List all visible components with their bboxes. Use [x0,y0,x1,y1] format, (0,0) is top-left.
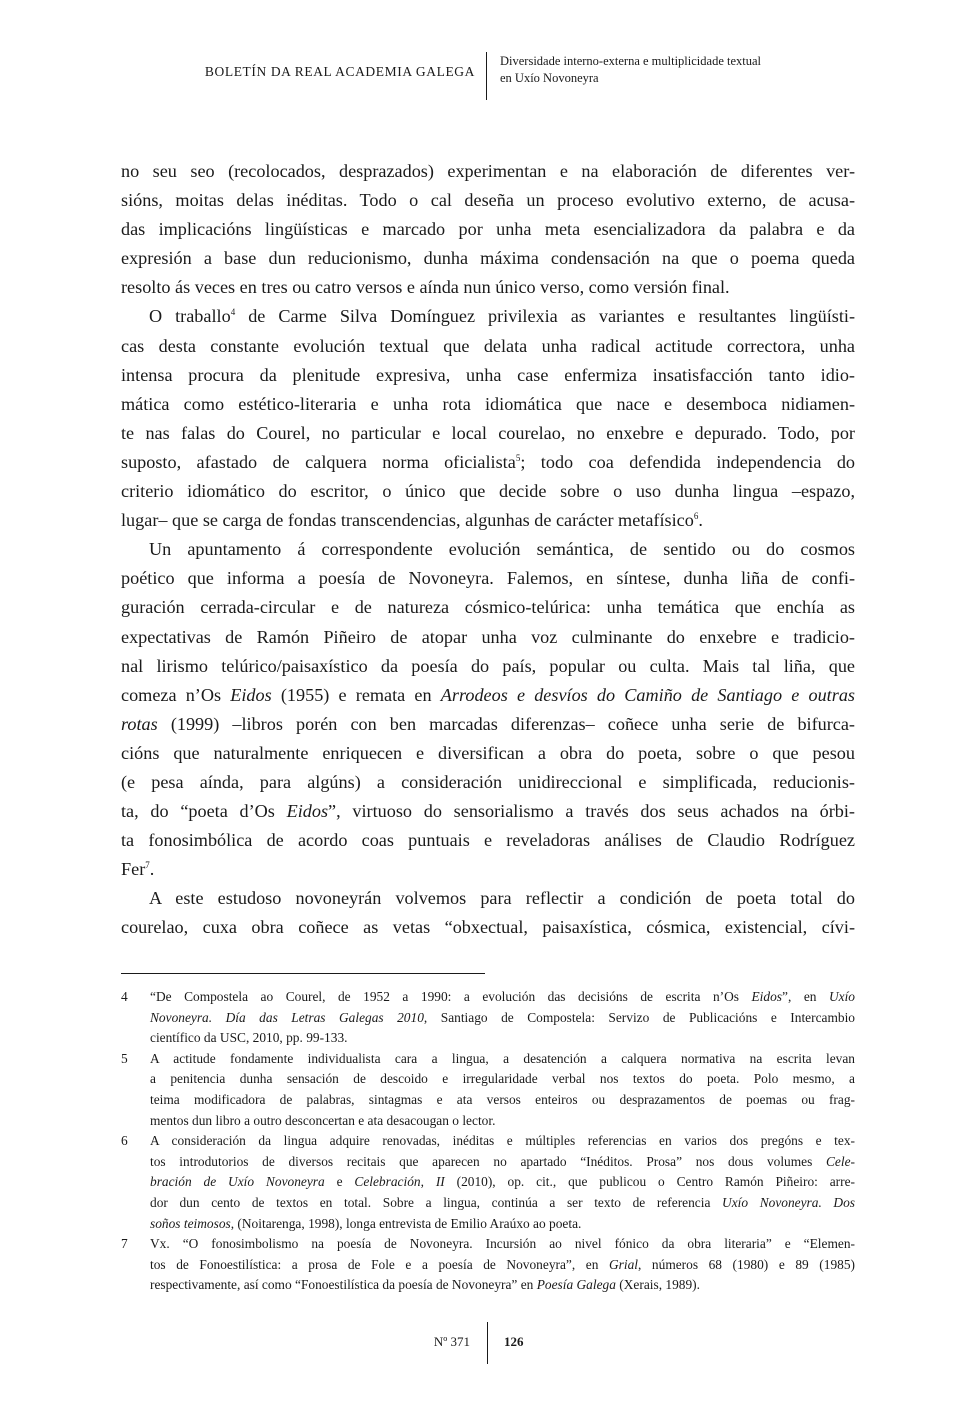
text-line: ta fonosimbólica de acordo coas puntuais e reveladoras análises de Claudio Rodríguez [121,830,855,851]
footnote-number: 7 [121,1236,128,1252]
text-line [121,448,855,477]
text-line: sións, moitas delas inéditas. Todo o cal deseña un proceso evolutivo externo, de acusa- [121,190,855,211]
footnote-line: científico da USC, 2010, pp. 99-133. [150,1030,348,1046]
text-line: poético que informa a poesía de Novoneyra. Falemos, en síntese, dunha liña de confi- [121,568,855,589]
text-span: , Santiago de Compostela: Servizo de Publicacións e Intercambio [423,1009,855,1025]
text-line: expresión a base dun reducionismo, dunha máxima condensación na que o poema queda [121,248,855,269]
text-span: , (Noitarenga, 1998), longa entrevista de Emilio Araúxo ao poeta. [230,1215,582,1231]
text-span: . [698,510,703,531]
footnote-separator [121,973,485,974]
text-span: O traballo [149,306,231,327]
text-span: , números 68 (1980) e 89 (1985) [638,1256,855,1272]
text-line [121,710,855,739]
footnote-line: Vx. “O fonosimbolismo na poesía de Novoneyra. Incursión ao nivel fónico da obra literaria” e “Elemen- [150,1236,855,1252]
text-line: no seu seo (recolocados, desprazados) experimentan e na elaboración de diferentes ver- [121,161,855,181]
book-title: bración de Uxío Novoneyra [150,1174,325,1190]
text-line [121,797,855,826]
paragraph [121,535,855,884]
footnote-5 [121,1049,855,1131]
text-span: (Xerais, 1989). [615,1277,700,1293]
footnote-number: 4 [121,989,128,1004]
footnote-line [150,1172,855,1193]
article-title-line-2: en Uxío Novoneyra [500,71,599,85]
footnote-line [150,1275,855,1296]
footnotes [121,987,855,1296]
footnote-line: a penitencia dunha sensación de descoido e irregularidade verbal nos textos do poeta. Polo mesmo, a [150,1071,855,1087]
paragraph [121,157,855,302]
page-footer [0,1322,975,1364]
text-span: (1955) e remata en [271,684,441,705]
book-title: Eidos [751,989,783,1004]
text-line: das implicacións lingüísticas e marcado por unha meta esencializadora da palabra e da [121,219,855,240]
footnote-line [150,987,855,1008]
page-number: 126 [504,1334,524,1349]
text-line: guración cerrada-circular e de natureza cósmico-telúrica: unha temática que enchía as [121,597,855,618]
text-line [121,506,855,535]
text-span: (1999) –libros porén con ben marcadas diferenzas– coñece unha serie de bifurca- [157,713,855,734]
text-span: de Carme Silva Domínguez privilexia as variantes e resultantes lingüísti- [248,306,856,327]
footnote-ref-4[interactable]: 4 [230,307,236,318]
text-line [121,302,855,331]
text-span: Fer [121,859,146,880]
text-line: resolto ás veces en tres ou catro versos e aínda nun único verso, como versión final. [121,277,730,298]
footnote-ref-5[interactable]: 5 [515,452,521,463]
text-line: cións que naturalmente enriquecen e diversifican a obra do poeta, sobre o que pesou [121,742,855,763]
body-text [121,157,855,943]
journal-title: BOLETÍN DA REAL ACADEMIA GALEGA [204,64,475,79]
issue-number: Nº 371 [433,1334,470,1349]
text-span: e [324,1174,355,1190]
text-span: ta, do “poeta d’Os [121,801,287,822]
footnote-line [150,1193,855,1214]
text-span: , [420,1174,436,1190]
book-title: Celebración [354,1174,421,1190]
footnote-line [150,1255,855,1276]
text-span: (2010), op. cit., que publicou o Centro Ramón Piñeiro: arre- [444,1174,855,1190]
book-title: Uxío Novoneyra. Dos [722,1194,856,1210]
text-line: nal lirismo telúrico/paisaxístico da poesía do país, popular ou culta. Mais tal liña, que [121,655,855,676]
footnote-4 [121,987,855,1049]
footnote-number: 6 [121,1133,128,1149]
book-title: Eidos [286,801,329,822]
footnote-7 [121,1234,855,1296]
footnote-number: 5 [121,1050,128,1066]
book-title: Arrodeos e desvíos do Camiño de Santiago e outras [440,684,855,705]
text-span: respectivamente, así como “Fonoestilística da poesía de Novoneyra” en [150,1277,537,1293]
footnote-6 [121,1131,855,1234]
footnote-line: mentos dun libro a outro desconcertan e ata desacougan o lector. [150,1112,496,1128]
text-span: lugar– que se carga de fondas transcendencias, algunhas de carácter metafísico [121,510,694,531]
text-line: intensa procura da plenitude expresiva, unha case enfermiza insatisfacción tanto idio- [121,364,855,385]
text-line: expectativas de Ramón Piñeiro de atopar unha voz culminante do enxebre e tradicio- [121,626,855,647]
text-span: . [149,859,155,880]
article-title-line-1: Diversidade interno-externa e multiplicidade textual [500,54,762,68]
footer-divider [487,1322,488,1364]
book-title: Grial [608,1256,639,1272]
text-line [121,855,855,884]
footnote-line: A actitude fondamente individualista cara a lingua, a desatención a calquera normativa na escrita levan [150,1050,855,1066]
text-line: courelao, cuxa obra coñece as vetas “obxectual, paisaxística, cósmica, existencial, cívi- [121,917,855,938]
book-title: soños teimosos [150,1215,231,1231]
paragraph [121,302,855,535]
footnote-line: A consideración da lingua adquire renovadas, inéditas e múltiples referencias en varios dos pregóns e tex- [150,1133,855,1149]
text-span: “De Compostela ao Courel, de 1952 a 1990: a evolución das decisións de escrita n’Os [150,989,752,1004]
text-line: te nas falas do Courel, no particular e local courelao, no enxebre e depurado. Todo, por [121,422,855,443]
text-line: criterio idiomático do escritor, o único que decide sobre o uso dunha lingua –espazo, [121,481,855,502]
text-line: Un apuntamento á correspondente evolución semántica, de sentido ou do cosmos [149,539,855,560]
footnote-line: teima modificadora de palabras, sintagmas e ata versos enteiros ou desprazamentos de poemas ou frag- [150,1091,855,1107]
text-span: comeza n’Os [121,684,231,705]
text-span: ”, en [782,989,829,1004]
text-span: suposto, afastado de calquera norma oficialista [121,451,516,472]
book-title: Novoneyra. Día das Letras Galegas 2010 [150,1009,424,1025]
text-line: (e pesa aínda, para algúns) a consideración unidireccional e simplificada, reducionis- [121,771,855,792]
text-line [121,681,855,710]
text-line: mática como estético-literaria e unha rota idiomática que nace e desemboca nidiamen- [121,393,855,414]
footnote-ref-7[interactable]: 7 [145,860,150,871]
book-title: Uxío [828,989,855,1004]
text-line: A este estudoso novoneyrán volvemos para reflectir a condición de poeta total do [149,888,855,909]
text-line: cas desta constante evolución textual que delata unha radical actitude correctora, unha [121,335,855,356]
text-span: tos introdutorios de diversos recitais que aparecen no apartado “Inéditos. Prosa” nos dous volumes [150,1153,826,1169]
text-span: tos de Fonoestilística: a prosa de Fole e a poesía de Novoneyra”, en [150,1256,609,1272]
book-title: Poesía Galega [536,1277,616,1293]
book-title: II [435,1174,445,1190]
text-span: ”, virtuoso do sensorialismo a través dos seus achados na órbi- [328,801,855,822]
running-header [0,52,975,100]
book-title: Cele- [826,1153,855,1169]
footnote-line [150,1214,855,1235]
book-title: rotas [121,713,158,734]
article-running-title [500,53,761,87]
paragraph [121,884,855,942]
text-span: dor dun cento de textos en total. Sobre a lingua, continúa a ser texto de referencia [150,1194,723,1210]
footnote-ref-6[interactable]: 6 [693,511,699,522]
book-title: Eidos [230,684,272,705]
footnote-line [150,1152,855,1173]
footnote-line [150,1008,855,1029]
header-divider [486,52,487,100]
text-span: ; todo coa defendida independencia do [520,451,856,472]
